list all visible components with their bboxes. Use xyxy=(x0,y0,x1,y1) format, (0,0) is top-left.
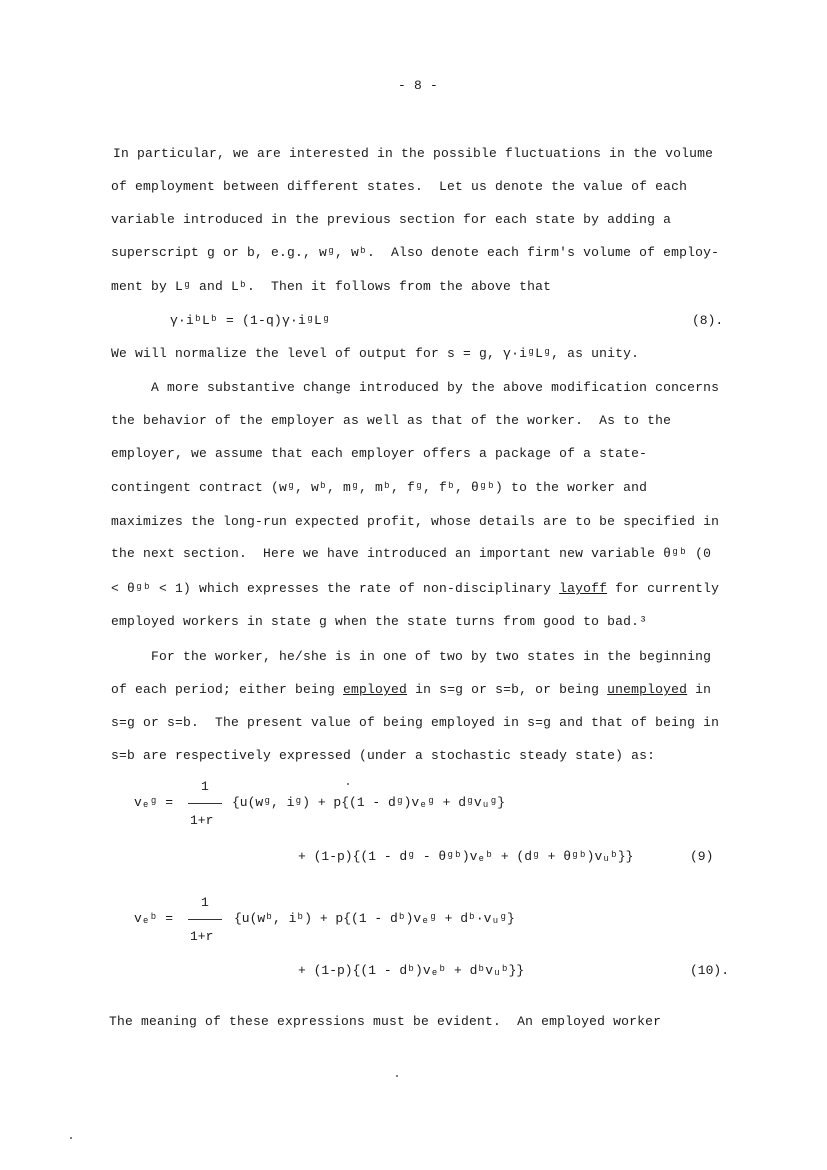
paragraph3-line-3: s=g or s=b. The present value of being employed in s=g and that of being in xyxy=(111,715,720,730)
p3-text-b: in s=g or s=b, or being xyxy=(407,682,608,697)
page-number: - 8 - xyxy=(398,78,439,93)
equation-9-fraction-bar xyxy=(188,803,222,804)
equation-10-number: (10). xyxy=(690,963,730,978)
equation-10-fraction-bar xyxy=(188,919,222,920)
paragraph1-line-5: ment by Lᵍ and Lᵇ. Then it follows from the above that xyxy=(111,279,552,294)
equation-10-row-1: {u(wᵇ, iᵇ) + p{(1 - dᵇ)vₑᵍ + dᵇ·vᵤᵍ} xyxy=(234,911,515,926)
paragraph2-line-7 xyxy=(111,581,719,597)
paragraph2-line-7-text: < θᵍᵇ < 1) which expresses the rate of non-disciplinary xyxy=(111,581,560,596)
scan-speck xyxy=(396,1075,398,1077)
paragraph1-line-2: of employment between different states. Let us denote the value of each xyxy=(111,179,688,194)
normalize-line: We will normalize the level of output for s = g, γ·iᵍLᵍ, as unity. xyxy=(111,346,640,361)
paragraph2-line-4: contingent contract (wᵍ, wᵇ, mᵍ, mᵇ, fᵍ, fᵇ, θᵍᵇ) to the worker and xyxy=(111,480,648,495)
equation-9-row-2: + (1-p){(1 - dᵍ - θᵍᵇ)vₑᵇ + (dᵍ + θᵍᵇ)vᵤᵇ}} xyxy=(298,849,634,864)
equation-9-number: (9) xyxy=(690,849,714,864)
paragraph2-line-6: the next section. Here we have introduced an important new variable θᵍᵇ (0 xyxy=(111,546,712,561)
equation-10-row-2: + (1-p){(1 - dᵇ)vₑᵇ + dᵇvᵤᵇ}} xyxy=(298,963,525,978)
equation-10-denominator: 1+r xyxy=(190,929,214,944)
paragraph2-line-8: employed workers in state g when the state turns from good to bad.³ xyxy=(111,614,648,629)
scan-speck xyxy=(70,1137,72,1139)
equation-9-lhs: vₑᵍ = xyxy=(134,795,174,810)
paragraph3-line-1: For the worker, he/she is in one of two by two states in the beginning xyxy=(111,649,712,664)
paragraph2-line-3: employer, we assume that each employer offers a package of a state- xyxy=(111,446,648,461)
paragraph2-line-2: the behavior of the employer as well as that of the worker. As to the xyxy=(111,413,672,428)
equation-9-row-1: {u(wᵍ, iᵍ) + p{(1 - dᵍ)vₑᵍ + dᵍvᵤᵍ} xyxy=(232,795,506,810)
p3-text-a: of each period; either being xyxy=(111,682,344,697)
employed-underlined: employed xyxy=(343,682,408,697)
equation-9-numerator: 1 xyxy=(201,779,209,794)
unemployed-underlined: unemployed xyxy=(607,682,688,697)
scan-speck xyxy=(347,783,349,785)
paragraph3-line-4: s=b are respectively expressed (under a stochastic steady state) as: xyxy=(111,748,656,763)
paragraph2-line-7-tail: for currently xyxy=(607,581,720,596)
paragraph2-line-5: maximizes the long-run expected profit, whose details are to be specified in xyxy=(111,514,720,529)
equation-10-numerator: 1 xyxy=(201,895,209,910)
paragraph1-line-1: In particular, we are interested in the possible fluctuations in the volume xyxy=(113,146,714,161)
equation-8-number: (8). xyxy=(692,313,724,328)
layoff-underlined: layoff xyxy=(559,581,608,596)
closing-line: The meaning of these expressions must be evident. An employed worker xyxy=(109,1014,662,1029)
paragraph3-line-2 xyxy=(111,682,711,698)
paragraph1-line-3: variable introduced in the previous section for each state by adding a xyxy=(111,212,672,227)
equation-10-lhs: vₑᵇ = xyxy=(134,911,174,926)
equation-9-denominator: 1+r xyxy=(190,813,214,828)
paragraph1-line-4: superscript g or b, e.g., wᵍ, wᵇ. Also denote each firm's volume of employ- xyxy=(111,245,720,260)
paragraph2-line-1: A more substantive change introduced by the above modification concerns xyxy=(111,380,720,395)
equation-8: γ·iᵇLᵇ = (1-q)γ·iᵍLᵍ xyxy=(170,313,331,328)
p3-text-c: in xyxy=(687,682,712,697)
